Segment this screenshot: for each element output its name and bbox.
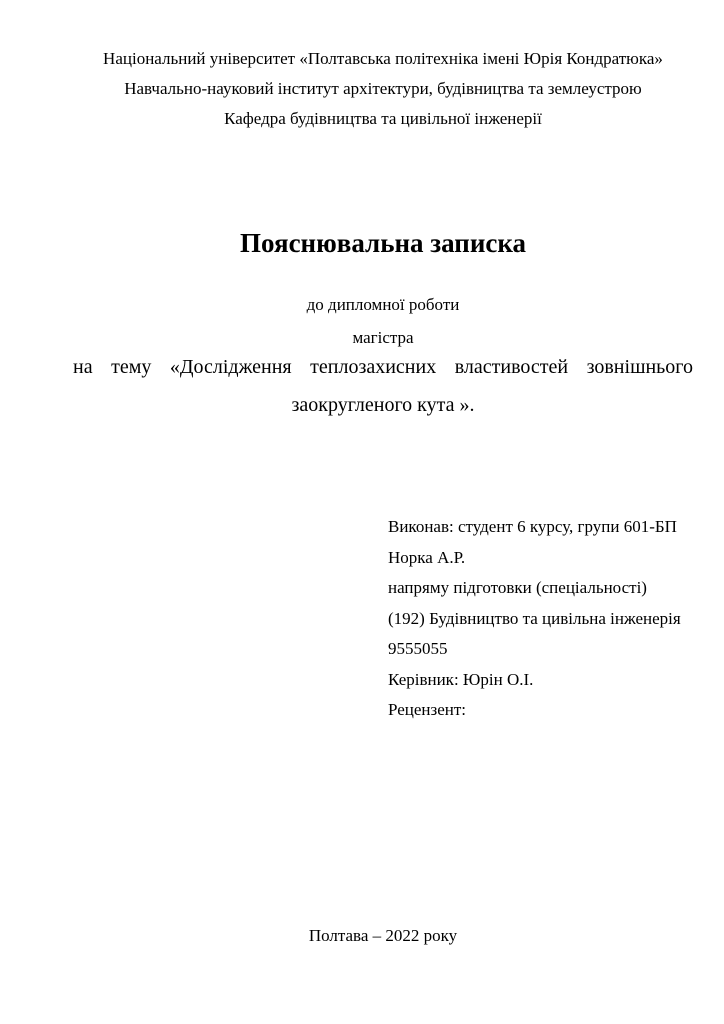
footer-city-year: Полтава – 2022 року — [308, 926, 458, 945]
page-title: Пояснювальна записка — [239, 228, 527, 258]
subtitle-work-type: до дипломної роботи — [306, 295, 460, 314]
credit-line-student-name: Норка А.Р. — [388, 547, 466, 567]
header-institute: Навчально-науковий інститут архітектури, будівництва та землеустрою — [124, 79, 642, 98]
credits-block — [388, 512, 681, 726]
theme-line-1: на тему «Дослідження теплозахисних властивостей зовнішнього — [73, 356, 693, 378]
subtitle-block — [73, 288, 693, 354]
credit-line-executor: Виконав: студент 6 курсу, групи 601-БП — [388, 517, 677, 536]
theme-line-2: заокругленого кута ». — [291, 394, 475, 416]
credit-line-specialty-value: (192) Будівництво та цивільна інженерія — [388, 608, 681, 628]
credit-line-reviewer: Рецензент: — [388, 700, 467, 719]
subtitle-degree: магістра — [352, 328, 414, 347]
credit-line-specialty-label: напряму підготовки (спеціальності) — [388, 578, 647, 597]
credit-line-supervisor: Керівник: Юрін О.І. — [388, 669, 534, 689]
theme-block — [73, 348, 693, 424]
document-header — [73, 44, 693, 134]
header-department: Кафедра будівництва та цивільної інженерії — [224, 109, 542, 128]
header-university: Національний університет «Полтавська політехніка імені Юрія Кондратюка» — [103, 49, 663, 68]
credit-line-code: 9555055 — [388, 639, 448, 658]
